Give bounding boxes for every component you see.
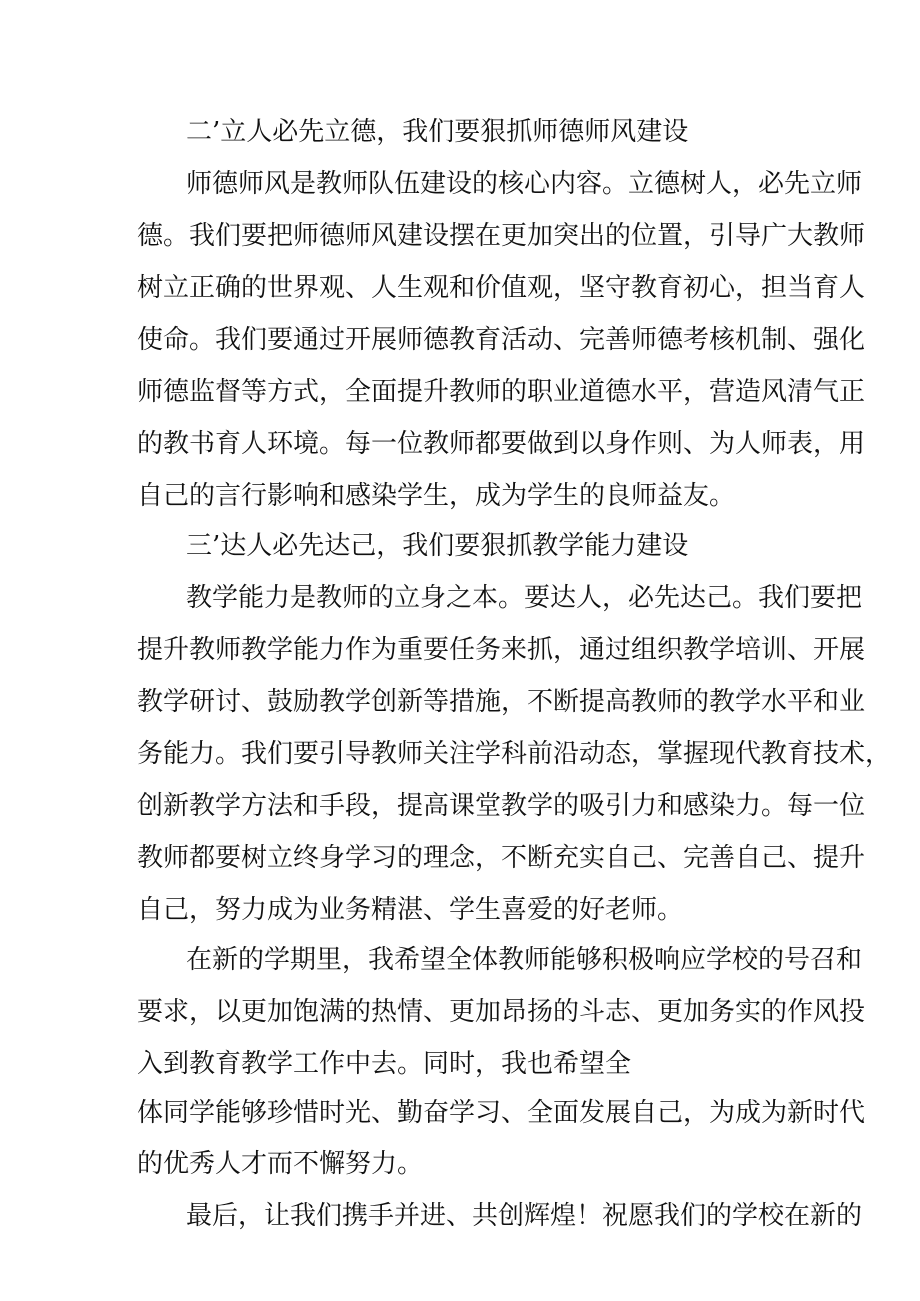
paragraph-line: 教学能力是教师的立身之本。要达人，必先达己。我们要把 xyxy=(186,583,863,613)
paragraph-line: 自己的言行影响和感染学生，成为学生的良师益友。 xyxy=(137,481,736,511)
paragraph-line: 提升教师教学能力作为重要任务来抓，通过组织教学培训、开展 xyxy=(137,635,866,665)
paragraph-line: 使命。我们要通过开展师德教育活动、完善师德考核机制、强化 xyxy=(137,325,866,355)
paragraph-line: 师德师风是教师队伍建设的核心内容。立德树人，必先立师 xyxy=(186,169,863,199)
paragraph-line: 的教书育人环境。每一位教师都要做到以身作则、为人师表，用 xyxy=(137,429,866,459)
paragraph-line: 德。我们要把师德师风建设摆在更加突出的位置，引导广大教师 xyxy=(137,221,866,251)
paragraph-line: 教师都要树立终身学习的理念，不断充实自己、完善自己、提升 xyxy=(137,843,866,873)
paragraph-line: 体同学能够珍惜时光、勤奋学习、全面发展自己，为成为新时代 xyxy=(137,1098,866,1128)
paragraph-line: 教学研讨、鼓励教学创新等措施，不断提高教师的教学水平和业 xyxy=(137,687,866,717)
paragraph-line: 最后，让我们携手并进、共创辉煌！祝愿我们的学校在新的 xyxy=(186,1201,863,1231)
paragraph-line: 师德监督等方式，全面提升教师的职业道德水平，营造风清气正 xyxy=(137,377,866,407)
paragraph-line: 在新的学期里，我希望全体教师能够积极响应学校的号召和 xyxy=(186,945,863,975)
paragraph-line: 树立正确的世界观、人生观和价值观，坚守教育初心，担当育人 xyxy=(137,273,866,303)
paragraph-line: 务能力。我们要引导教师关注学科前沿动态，掌握现代教育技术， xyxy=(137,739,892,769)
section-heading-2: 二’立人必先立德，我们要狠抓师德师风建设 xyxy=(186,117,689,147)
section-heading-3: 三’达人必先达己，我们要狠抓教学能力建设 xyxy=(186,531,689,561)
paragraph-line: 创新教学方法和手段，提高课堂教学的吸引力和感染力。每一位 xyxy=(137,791,866,821)
paragraph-line: 的优秀人才而不懈努力。 xyxy=(137,1149,424,1179)
paragraph-line: 要求，以更加饱满的热情、更加昂扬的斗志、更加务实的作风投 xyxy=(137,997,866,1027)
paragraph-line: 入到教育教学工作中去。同时，我也希望全 xyxy=(137,1049,632,1079)
paragraph-line: 自己，努力成为业务精湛、学生喜爱的好老师。 xyxy=(137,895,684,925)
